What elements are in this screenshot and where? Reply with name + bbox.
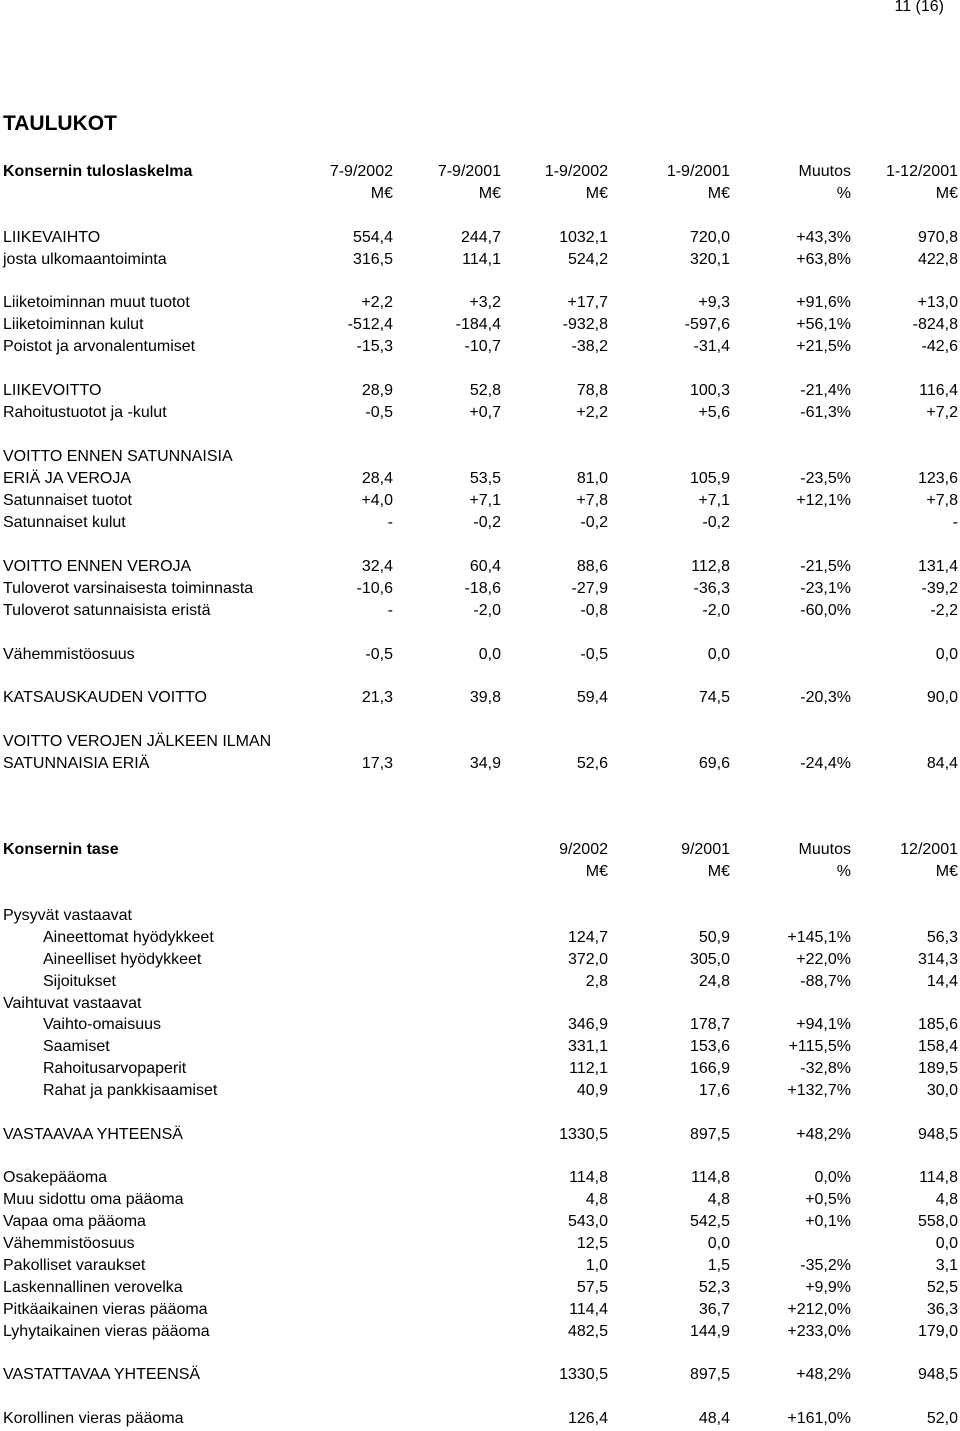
row-label: Vapaa oma pääoma — [3, 1213, 146, 1230]
row-label: VOITTO ENNEN VEROJA — [3, 558, 192, 575]
table-row — [0, 1058, 960, 1080]
row-label: SATUNNAISIA ERIÄ — [3, 755, 150, 772]
table-cell: 40,9 — [576, 1082, 608, 1099]
table-cell: 126,4 — [567, 1410, 608, 1427]
table-cell: 4,8 — [935, 1191, 958, 1208]
column-unit: M€ — [707, 185, 730, 202]
table-cell: 81,0 — [576, 470, 608, 487]
table-cell: -23,5% — [800, 470, 851, 487]
table-cell: 100,3 — [689, 382, 730, 399]
table-cell: 105,9 — [689, 470, 730, 487]
table-cell: 314,3 — [917, 951, 958, 968]
column-unit: M€ — [935, 863, 958, 880]
table-cell: -27,9 — [571, 580, 608, 597]
table-cell: 52,0 — [926, 1410, 958, 1427]
table-cell: 543,0 — [567, 1213, 608, 1230]
table-cell: 970,8 — [917, 229, 958, 246]
table-cell: 542,5 — [689, 1213, 730, 1230]
table-cell: +212,0% — [787, 1301, 851, 1318]
table-cell: +0,7 — [469, 404, 501, 421]
table-cell: 114,8 — [569, 1169, 608, 1186]
table-cell: 114,4 — [569, 1301, 608, 1318]
table-cell: 1330,5 — [559, 1126, 608, 1143]
table-cell: 178,7 — [689, 1016, 730, 1033]
table-row — [0, 227, 960, 249]
table-cell: -18,6 — [464, 580, 501, 597]
column-unit: M€ — [585, 863, 608, 880]
table-cell: -38,2 — [571, 338, 608, 355]
table-cell: -2,0 — [702, 602, 730, 619]
table-row — [0, 336, 960, 358]
table-cell: -2,2 — [930, 602, 958, 619]
table-cell: 189,5 — [917, 1060, 958, 1077]
table-cell: 74,5 — [698, 689, 730, 706]
table-cell: -0,2 — [702, 514, 730, 531]
table-cell: -21,4% — [800, 382, 851, 399]
page-title: TAULUKOT — [3, 112, 117, 135]
table-row — [0, 1189, 960, 1211]
table-cell: 0,0 — [935, 646, 958, 663]
table-cell: +17,7 — [567, 294, 608, 311]
balance-header — [0, 839, 960, 861]
table-cell: -0,8 — [580, 602, 608, 619]
table-cell: +9,9% — [805, 1279, 851, 1296]
table-cell: - — [387, 514, 393, 531]
table-cell: +56,1% — [796, 316, 851, 333]
row-label: Tuloverot satunnaisista eristä — [3, 602, 211, 619]
balance-title: Konsernin tase — [3, 841, 119, 858]
table-row — [0, 687, 960, 709]
column-header: 9/2002 — [559, 841, 608, 858]
table-row — [0, 1211, 960, 1233]
table-cell: 0,0 — [707, 1235, 730, 1252]
table-cell: +4,0 — [361, 492, 393, 509]
table-cell: 52,6 — [576, 755, 608, 772]
table-cell: +2,2 — [576, 404, 608, 421]
table-row — [0, 249, 960, 271]
row-label: Vaihtuvat vastaavat — [3, 995, 142, 1012]
table-cell: 84,4 — [926, 755, 958, 772]
table-row — [0, 1124, 960, 1146]
table-cell: - — [952, 514, 958, 531]
table-cell: 524,2 — [567, 251, 608, 268]
table-cell: 60,4 — [469, 558, 501, 575]
table-cell: 346,9 — [567, 1016, 608, 1033]
table-cell: 331,1 — [567, 1038, 608, 1055]
row-label: Satunnaiset tuotot — [3, 492, 132, 509]
table-cell: 1032,1 — [559, 229, 608, 246]
table-cell: -2,0 — [473, 602, 501, 619]
table-cell: 116,4 — [919, 382, 958, 399]
table-cell: -32,8% — [800, 1060, 851, 1077]
table-cell: 21,3 — [361, 689, 393, 706]
table-cell: 112,8 — [691, 558, 730, 575]
table-cell: 114,1 — [462, 251, 501, 268]
table-cell: 158,4 — [917, 1038, 958, 1055]
table-cell: 244,7 — [460, 229, 501, 246]
table-cell: +9,3 — [698, 294, 730, 311]
table-cell: -42,6 — [921, 338, 958, 355]
table-cell: +2,2 — [361, 294, 393, 311]
table-cell: 14,4 — [926, 973, 958, 990]
table-cell: 4,8 — [707, 1191, 730, 1208]
table-cell: -597,6 — [684, 316, 730, 333]
page-number: 11 (16) — [894, 0, 944, 15]
table-row — [0, 1036, 960, 1058]
row-label: VASTATTAVAA YHTEENSÄ — [3, 1366, 201, 1383]
row-label: VOITTO ENNEN SATUNNAISIA — [3, 448, 233, 465]
row-label: Rahoitustuotot ja -kulut — [3, 404, 167, 421]
table-cell: +21,5% — [796, 338, 851, 355]
table-cell: +233,0% — [787, 1323, 851, 1340]
table-row — [0, 1080, 960, 1102]
row-label: Rahoitusarvopaperit — [43, 1060, 187, 1077]
table-row — [0, 1364, 960, 1386]
table-cell: -35,2% — [800, 1257, 851, 1274]
table-cell: 28,4 — [361, 470, 393, 487]
table-cell: +7,1 — [469, 492, 501, 509]
table-cell: 17,3 — [361, 755, 393, 772]
table-cell: 948,5 — [917, 1366, 958, 1383]
table-cell: -20,3% — [800, 689, 851, 706]
table-cell: +0,1% — [805, 1213, 851, 1230]
table-cell: 112,1 — [569, 1060, 608, 1077]
table-cell: 12,5 — [576, 1235, 608, 1252]
table-cell: -184,4 — [455, 316, 501, 333]
table-cell: 114,8 — [691, 1169, 730, 1186]
table-cell: -10,6 — [356, 580, 393, 597]
table-row — [0, 1408, 960, 1430]
table-cell: -23,1% — [800, 580, 851, 597]
table-row — [0, 753, 960, 775]
row-label: VOITTO VEROJEN JÄLKEEN ILMAN — [3, 733, 272, 750]
table-cell: 897,5 — [689, 1126, 730, 1143]
row-label: Pysyvät vastaavat — [3, 907, 132, 924]
table-cell: 179,0 — [917, 1323, 958, 1340]
table-cell: -0,2 — [473, 514, 501, 531]
table-cell: 422,8 — [917, 251, 958, 268]
table-row — [0, 1321, 960, 1343]
row-label: ERIÄ JA VEROJA — [3, 470, 132, 487]
table-cell: 48,4 — [698, 1410, 730, 1427]
column-header: 1-9/2002 — [544, 163, 608, 180]
table-row — [0, 490, 960, 512]
row-label: Lyhytaikainen vieras pääoma — [3, 1323, 210, 1340]
table-cell: +12,1% — [796, 492, 851, 509]
row-label: Tuloverot varsinaisesta toiminnasta — [3, 580, 254, 597]
table-row — [0, 1277, 960, 1299]
column-header: 12/2001 — [900, 841, 958, 858]
table-cell: 316,5 — [352, 251, 393, 268]
table-cell: -31,4 — [693, 338, 730, 355]
table-cell: 78,8 — [576, 382, 608, 399]
table-cell: +13,0 — [917, 294, 958, 311]
table-cell: -824,8 — [912, 316, 958, 333]
column-unit: M€ — [935, 185, 958, 202]
table-cell: +7,2 — [926, 404, 958, 421]
table-cell: 0,0 — [478, 646, 501, 663]
table-cell: 1,0 — [585, 1257, 608, 1274]
table-cell: 305,0 — [689, 951, 730, 968]
table-row — [0, 1167, 960, 1189]
table-row — [0, 1255, 960, 1277]
income-title: Konsernin tuloslaskelma — [3, 163, 193, 180]
table-cell: 88,6 — [576, 558, 608, 575]
table-cell: -39,2 — [921, 580, 958, 597]
table-cell: 28,9 — [361, 382, 393, 399]
table-cell: 0,0 — [707, 646, 730, 663]
table-cell: 39,8 — [469, 689, 501, 706]
table-cell: +7,8 — [576, 492, 608, 509]
table-cell: +7,1 — [698, 492, 730, 509]
table-cell: 558,0 — [917, 1213, 958, 1230]
table-cell: 36,7 — [698, 1301, 730, 1318]
table-cell: 123,6 — [917, 470, 958, 487]
table-cell: 2,8 — [585, 973, 608, 990]
table-cell: +91,6% — [796, 294, 851, 311]
table-cell: 114,8 — [919, 1169, 958, 1186]
table-cell: +7,8 — [926, 492, 958, 509]
table-row — [0, 468, 960, 490]
row-label: VASTAAVAA YHTEENSÄ — [3, 1126, 183, 1143]
table-row — [0, 402, 960, 424]
table-cell: 36,3 — [926, 1301, 958, 1318]
row-label: Vähemmistöosuus — [3, 1235, 135, 1252]
table-cell: 1330,5 — [559, 1366, 608, 1383]
table-cell: 53,5 — [469, 470, 501, 487]
table-cell: 482,5 — [567, 1323, 608, 1340]
column-header: Muutos — [798, 163, 851, 180]
table-row — [0, 446, 960, 468]
table-cell: +132,7% — [787, 1082, 851, 1099]
table-row — [0, 971, 960, 993]
row-label: Osakepääoma — [3, 1169, 108, 1186]
table-cell: 144,9 — [689, 1323, 730, 1340]
column-unit: M€ — [707, 863, 730, 880]
table-cell: +3,2 — [469, 294, 501, 311]
table-cell: 52,3 — [698, 1279, 730, 1296]
table-cell: +48,2% — [796, 1366, 851, 1383]
table-row — [0, 993, 960, 1015]
table-cell: 3,1 — [935, 1257, 958, 1274]
table-cell: -0,2 — [580, 514, 608, 531]
table-row — [0, 512, 960, 534]
row-label: Laskennallinen verovelka — [3, 1279, 183, 1296]
row-label: Pitkäaikainen vieras pääoma — [3, 1301, 208, 1318]
table-cell: 554,4 — [352, 229, 393, 246]
table-cell: -88,7% — [800, 973, 851, 990]
balance-units — [0, 861, 960, 883]
table-cell: 720,0 — [689, 229, 730, 246]
row-label: Rahat ja pankkisaamiset — [43, 1082, 218, 1099]
table-row — [0, 556, 960, 578]
row-label: Vähemmistöosuus — [3, 646, 135, 663]
table-cell: +5,6 — [698, 404, 730, 421]
column-unit: % — [836, 863, 851, 880]
table-cell: +145,1% — [787, 929, 851, 946]
row-label: Aineelliset hyödykkeet — [43, 951, 202, 968]
table-cell: -61,3% — [800, 404, 851, 421]
row-label: Sijoitukset — [43, 973, 116, 990]
table-row — [0, 314, 960, 336]
table-cell: 131,4 — [917, 558, 958, 575]
table-row — [0, 644, 960, 666]
column-header: 7-9/2002 — [329, 163, 393, 180]
table-cell: 52,5 — [926, 1279, 958, 1296]
table-cell: -60,0% — [800, 602, 851, 619]
table-cell: 52,8 — [469, 382, 501, 399]
column-unit: M€ — [370, 185, 393, 202]
table-cell: -36,3 — [693, 580, 730, 597]
table-row — [0, 578, 960, 600]
table-cell: -24,4% — [800, 755, 851, 772]
table-cell: +94,1% — [796, 1016, 851, 1033]
income-header — [0, 161, 960, 183]
row-label: Liiketoiminnan muut tuotot — [3, 294, 190, 311]
column-header: 9/2001 — [681, 841, 730, 858]
table-cell: 50,9 — [698, 929, 730, 946]
row-label: Satunnaiset kulut — [3, 514, 126, 531]
column-unit: M€ — [478, 185, 501, 202]
table-cell: +22,0% — [796, 951, 851, 968]
table-cell: 24,8 — [698, 973, 730, 990]
table-cell: 30,0 — [926, 1082, 958, 1099]
table-cell: 32,4 — [361, 558, 393, 575]
table-cell: 897,5 — [689, 1366, 730, 1383]
income-units — [0, 183, 960, 205]
row-label: Korollinen vieras pääoma — [3, 1410, 184, 1427]
row-label: Vaihto-omaisuus — [43, 1016, 161, 1033]
column-header: 1-12/2001 — [885, 163, 958, 180]
table-cell: 57,5 — [576, 1279, 608, 1296]
table-row — [0, 380, 960, 402]
column-header: 7-9/2001 — [437, 163, 501, 180]
row-label: Pakolliset varaukset — [3, 1257, 146, 1274]
row-label: Aineettomat hyödykkeet — [43, 929, 214, 946]
table-row — [0, 905, 960, 927]
table-row — [0, 1014, 960, 1036]
table-row — [0, 731, 960, 753]
table-row — [0, 600, 960, 622]
column-header: Muutos — [798, 841, 851, 858]
table-cell: 372,0 — [567, 951, 608, 968]
table-cell: 59,4 — [576, 689, 608, 706]
row-label: Saamiset — [43, 1038, 110, 1055]
table-row — [0, 949, 960, 971]
row-label: Muu sidottu oma pääoma — [3, 1191, 184, 1208]
table-cell: 166,9 — [689, 1060, 730, 1077]
table-row — [0, 1233, 960, 1255]
table-cell: -512,4 — [347, 316, 393, 333]
table-cell: 69,6 — [698, 755, 730, 772]
table-cell: +161,0% — [787, 1410, 851, 1427]
table-cell: +43,3% — [796, 229, 851, 246]
table-cell: 320,1 — [689, 251, 730, 268]
row-label: KATSAUSKAUDEN VOITTO — [3, 689, 207, 706]
column-header: 1-9/2001 — [666, 163, 730, 180]
table-cell: -21,5% — [800, 558, 851, 575]
table-cell: +48,2% — [796, 1126, 851, 1143]
table-cell: 90,0 — [926, 689, 958, 706]
table-cell: -15,3 — [356, 338, 393, 355]
table-cell: +0,5% — [805, 1191, 851, 1208]
table-cell: -10,7 — [464, 338, 501, 355]
table-cell: 124,7 — [567, 929, 608, 946]
row-label: josta ulkomaantoiminta — [3, 251, 167, 268]
table-cell: +115,5% — [788, 1038, 851, 1055]
table-cell: 0,0% — [814, 1169, 851, 1186]
row-label: Poistot ja arvonalentumiset — [3, 338, 196, 355]
table-row — [0, 927, 960, 949]
table-cell: -0,5 — [365, 646, 393, 663]
table-cell: 17,6 — [698, 1082, 730, 1099]
column-unit: % — [836, 185, 851, 202]
table-cell: -932,8 — [562, 316, 608, 333]
row-label: LIIKEVOITTO — [3, 382, 102, 399]
table-cell: -0,5 — [580, 646, 608, 663]
column-unit: M€ — [585, 185, 608, 202]
table-row — [0, 1299, 960, 1321]
table-cell: 4,8 — [585, 1191, 608, 1208]
table-cell: 153,6 — [689, 1038, 730, 1055]
table-row — [0, 292, 960, 314]
table-cell: - — [387, 602, 393, 619]
row-label: LIIKEVAIHTO — [3, 229, 101, 246]
row-label: Liiketoiminnan kulut — [3, 316, 144, 333]
table-cell: 34,9 — [469, 755, 501, 772]
table-cell: 1,5 — [707, 1257, 730, 1274]
table-cell: +63,8% — [796, 251, 851, 268]
table-cell: 948,5 — [917, 1126, 958, 1143]
table-cell: 0,0 — [935, 1235, 958, 1252]
table-cell: 56,3 — [926, 929, 958, 946]
table-cell: 185,6 — [917, 1016, 958, 1033]
table-cell: -0,5 — [365, 404, 393, 421]
